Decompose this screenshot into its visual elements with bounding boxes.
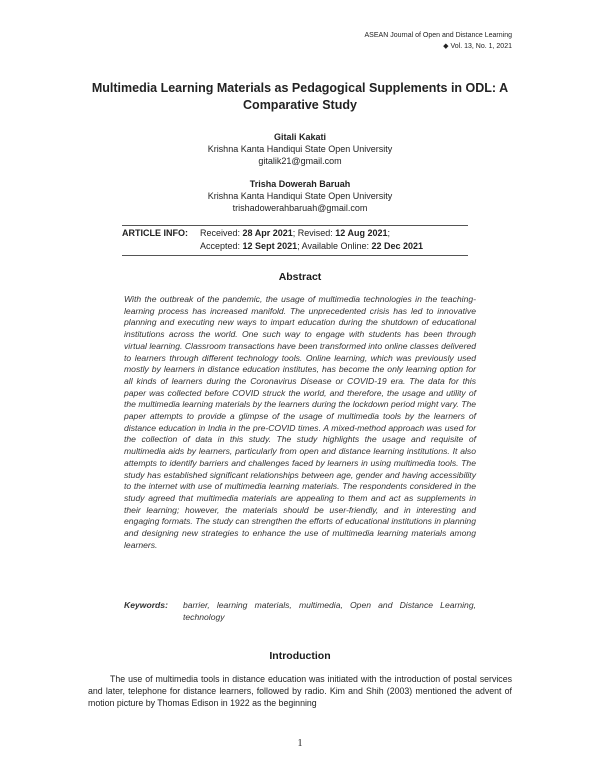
revised-label: Revised: (297, 228, 333, 238)
abstract-text: With the outbreak of the pandemic, the usage of multimedia technologies in the teaching-learning process has increased manifold. The unprecedented crisis has led to innovative planning and executing new ways to impart education during the shutdown of educational institutions across the world. One such way to engage with students has been through virtual learning. Classroom transactions have been transformed into online classes delivered to learners through different technology tools. Online learning, which was previously used mostly by learners in distance education institutes, has become the only learning option for all kinds of learners during the Coronavirus Disease or COVID-19 era. The data for this paper was collected before COVID struck the world, and therefore, the usage and utility of the multimedia learning materials by the learners during the lockdown period might vary. The paper attempts to provide a glimpse of the usage of multimedia tools by the learners of distance education in India in the pre-COVID times. A mixed-method approach was used for the collection of data in this study. The study highlights the usage and requisite of multimedia aids by learners, particularly from open and distance learning institutions. It also attempts to identify barriers and challenges faced by learners in using multimedia tools. The study has established significant relationships between age, gender and having accessibility to the internet with use of multimedia learning materials. The respondents considered in the study agreed that multimedia materials are appealing to them and act as supplements in their learning; however, the materials should be user-friendly, and in interesting and engaging formats. The study can strengthen the efforts of educational institutions in planning and designing new strategies to enhance the use of multimedia learning materials among learners. (124, 294, 476, 550)
accepted-label: Accepted: (200, 241, 241, 251)
article-info-label: ARTICLE INFO: (122, 228, 188, 238)
abstract-heading: Abstract (278, 271, 322, 283)
author-1 (150, 131, 450, 167)
journal-header (365, 30, 512, 52)
received-label: Received: (200, 228, 241, 238)
author-affiliation: Krishna Kanta Handiqui State Open University (207, 144, 393, 154)
keywords-text: barrier, learning materials, multimedia, Open and Distance Learning, technology (183, 600, 476, 622)
author-name: Gitali Kakati (273, 132, 327, 142)
author-email[interactable]: trishadowerahbaruah@gmail.com (232, 203, 368, 213)
accepted-date: 12 Sept 2021 (242, 241, 298, 251)
revised-date: 12 Aug 2021 (335, 228, 388, 238)
keywords (124, 600, 476, 623)
journal-name: ASEAN Journal of Open and Distance Learning (364, 32, 512, 39)
author-affiliation: Krishna Kanta Handiqui State Open University (207, 191, 393, 201)
author-2 (150, 178, 450, 214)
keywords-label: Keywords: (124, 600, 168, 610)
page-number: 1 (297, 738, 303, 749)
received-date: 28 Apr 2021 (242, 228, 293, 238)
author-name: Trisha Dowerah Baruah (249, 179, 351, 189)
journal-volume: ◆ Vol. 13, No. 1, 2021 (443, 43, 512, 50)
author-email[interactable]: gitalik21@gmail.com (258, 156, 342, 166)
authors (150, 131, 450, 225)
available-date: 22 Dec 2021 (371, 241, 424, 251)
available-label: Available Online: (301, 241, 369, 251)
paper-title: Multimedia Learning Materials as Pedagogical Supplements in ODL: A Comparative Study (91, 81, 509, 112)
introduction-heading: Introduction (269, 650, 331, 662)
article-info: ARTICLE INFO: Received: 28 Apr 2021; Revised: 12 Aug 2021; Accepted: 12 Sept 2021; Available Online: 22 Dec 2021 (122, 225, 468, 256)
introduction-text: The use of multimedia tools in distance education was initiated with the introduction of postal services and later, telephone for distance learners, followed by radio. Kim and Shih (2003) mentioned the advent of motion picture by Thomas Edison in 1922 as the beginning (88, 674, 512, 708)
